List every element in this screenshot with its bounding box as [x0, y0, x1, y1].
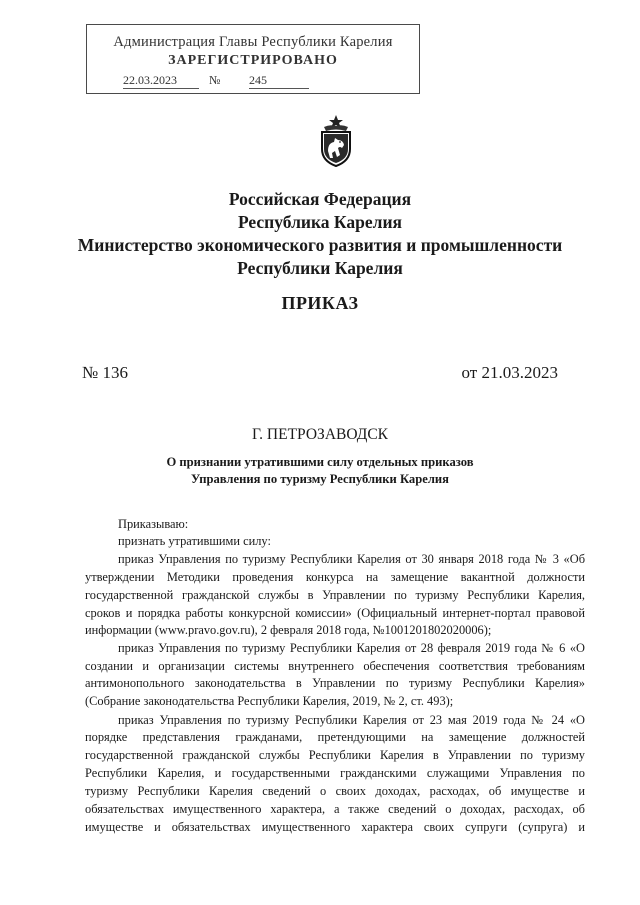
header-republic: Республика Карелия	[237, 212, 403, 232]
header-ministry: Министерство экономического развития и промышленности	[77, 235, 563, 255]
body-line: приказ Управления по туризму Республики Карелия от 28 февраля 2019 года № 6 «О	[118, 641, 585, 655]
stamp-date: 22.03.2023	[123, 73, 199, 89]
body-line: создании и организации системы внутреннего обеспечения соответствия требованиям	[85, 659, 585, 673]
body-line: Республики Карелия, и государственными гражданскими служащими Управления по	[85, 766, 585, 780]
body-line: сроков и порядка работы конкурсной комиссии» (Официальный интернет-портал правовой	[85, 606, 585, 620]
order-city: Г. ПЕТРОЗАВОДСК	[251, 426, 389, 443]
body-line: порядке представления гражданами, претендующими на замещение должностей	[85, 730, 585, 744]
subject-line-2: Управления по туризму Республики Карелия	[191, 472, 449, 486]
body-line: (Собрание законодательства Республики Карелия, 2019, № 2, ст. 493);	[85, 694, 454, 708]
stamp-registration-line	[123, 73, 309, 89]
stamp-number-label: №	[209, 73, 221, 87]
subject-line-1: О признании утратившими силу отдельных приказов	[166, 455, 474, 469]
body-line: государственной гражданской службы Республики Карелия в Управлении по туризму	[85, 748, 585, 762]
body-line: утверждении Методики проведения конкурса на замещение вакантной должности	[85, 570, 585, 584]
order-number: № 136	[82, 363, 128, 382]
coat-of-arms-icon	[318, 115, 354, 167]
body-line: информации (www.pravo.gov.ru), 2 февраля 2018 года, №1001201802020006);	[85, 623, 492, 637]
header-ministry-line2: Республики Карелия	[237, 258, 403, 278]
body-line: антимонопольного законодательства в Управлении по туризму Республики Карелия»	[85, 676, 585, 690]
body-line: Приказываю:	[118, 517, 189, 531]
stamp-registered-label: ЗАРЕГИСТРИРОВАНО	[168, 53, 338, 68]
body-line: государственной гражданской службы в Управлении по туризму Республики Карелия,	[85, 588, 585, 602]
body-line: обязательствах имущественного характера, а также сведений о доходах, расходах, об	[85, 802, 585, 816]
header-country: Российская Федерация	[228, 189, 412, 209]
body-line: туризму Республики Карелия сведений о своих доходах, расходах, об имуществе и	[85, 784, 585, 798]
body-line: приказ Управления по туризму Республики Карелия от 23 мая 2019 года № 24 «О	[118, 713, 585, 727]
body-line: имуществе и обязательствах имущественного характера своих супруги (супруга) и	[85, 820, 585, 834]
stamp-number: 245	[249, 73, 309, 89]
document-type: ПРИКАЗ	[281, 293, 359, 313]
body-line: приказ Управления по туризму Республики Карелия от 30 января 2018 года № 3 «Об	[118, 552, 585, 566]
order-date: от 21.03.2023	[461, 363, 558, 382]
body-line: признать утратившими силу:	[118, 534, 271, 548]
stamp-authority: Администрация Главы Республики Карелия	[113, 34, 393, 50]
registration-stamp	[86, 24, 420, 94]
